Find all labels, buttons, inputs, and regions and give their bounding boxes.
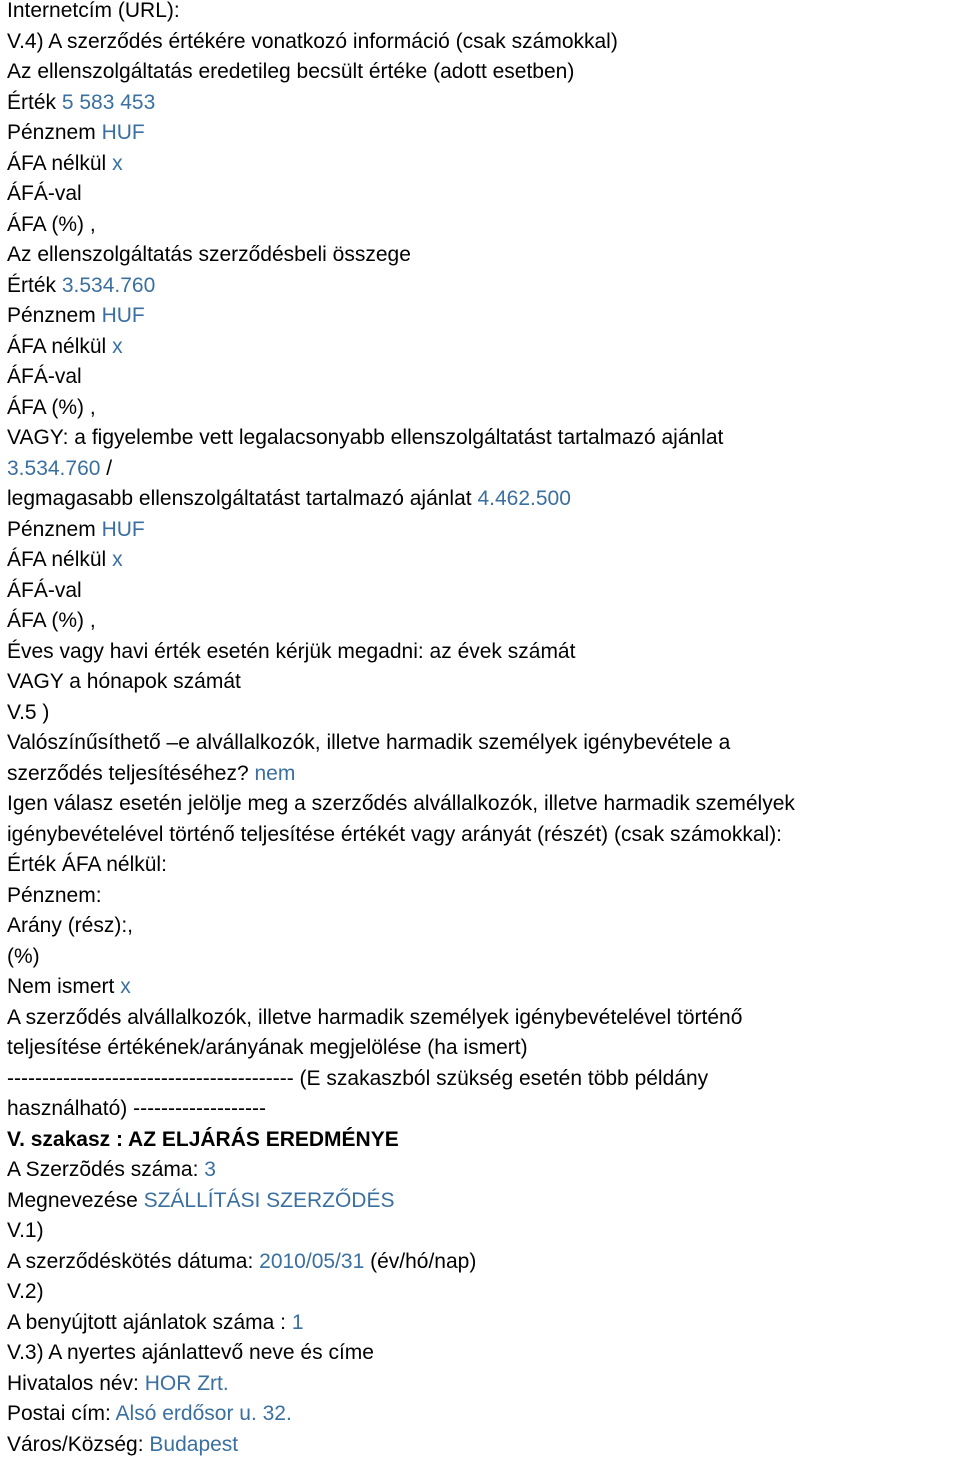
text-line [7,27,960,58]
text-line [7,1003,960,1034]
field-value: 1 [291,1310,304,1334]
field-value: nem [254,761,296,785]
field-value: 3.534.760 [61,273,156,297]
text-line [7,1186,960,1217]
text-line [7,301,960,332]
text-segment: Valószínűsíthető –e alvállalkozók, illetve harmadik személyek igénybevétele a [7,731,731,754]
text-segment: V. [7,1219,25,1242]
text-line [7,1430,960,1461]
text-segment: igénybevételével történő teljesítése értékét vagy arányát (részét) (csak számokkal): [7,822,783,846]
field-value: 3 [204,1158,216,1181]
text-line [7,698,960,729]
text-line [7,911,960,942]
field-value: HOR Zrt. [144,1371,229,1395]
field-value: x [112,151,123,175]
text-segment: ÁFA nélkül [7,548,113,571]
text-line [7,1033,960,1064]
text-segment: / [100,456,113,480]
text-segment: V. [7,1280,25,1303]
text-segment: Pénznem [7,121,102,144]
text-segment: VAGY: a figyelembe vett legalacsonyabb ellenszolgáltatást tartalmazó ajánlat [7,426,724,449]
text-line [7,1277,960,1308]
text-line [7,667,960,698]
text-line [7,606,960,637]
field-value: x [112,548,123,571]
field-value: x [120,975,131,998]
text-line [7,1094,960,1125]
text-line [7,881,960,912]
text-segment: ÁFÁ-val [7,365,82,388]
text-segment: teljesítése értékének/arányának megjelölése (ha ismert) [7,1036,528,1059]
text-line [7,240,960,271]
text-segment: V. [7,700,25,724]
text-line [7,423,960,454]
field-value: 5 583 453 [61,90,156,114]
text-line [7,1338,960,1369]
text-line [7,545,960,576]
text-line [7,789,960,820]
text-segment: használható) ------------------- [7,1097,266,1120]
text-line [7,484,960,515]
text-line [7,820,960,851]
text-line [7,972,960,1003]
text-segment: 5 ) [24,700,50,724]
field-value: Budapest [149,1432,239,1456]
text-segment: Az ellenszolgáltatás szerződésbeli összege [7,243,411,266]
text-segment: ÁFA (%) , [7,212,96,236]
text-segment: (év/hó/nap) [364,1249,477,1273]
text-line [7,1064,960,1095]
text-segment: ÁFA (%) , [7,395,96,419]
text-line [7,728,960,759]
text-line [7,1216,960,1247]
text-segment: Postai cím: [7,1402,116,1425]
text-line [7,332,960,363]
text-line [7,942,960,973]
text-line [7,454,960,485]
text-segment: ÁFÁ-val [7,578,82,602]
text-line [7,576,960,607]
text-line [7,210,960,241]
text-line [7,1155,960,1186]
text-segment: 2) [24,1280,44,1303]
text-segment: 4) A szerződés értékére vonatkozó információ (csak számokkal) [24,29,618,53]
text-segment: A szerződés alvállalkozók, illetve harmadik személyek igénybevételével történő [7,1005,743,1029]
text-segment: ÁFÁ-val [7,182,82,205]
field-value: 4.462.500 [477,487,571,510]
text-segment: szerződés teljesítéséhez? [7,761,255,785]
text-segment: 1) [24,1219,44,1242]
text-line [7,149,960,180]
section-heading: V. szakasz : AZ ELJÁRÁS EREDMÉNYE [7,1127,399,1151]
field-value: Alsó erdősor u. 32. [115,1402,292,1425]
text-segment: Érték [7,273,62,297]
text-segment: Pénznem [7,304,102,327]
text-line [7,850,960,881]
text-segment: Város/Község: [7,1432,150,1456]
text-segment: A benyújtott ajánlatok száma : [7,1310,292,1334]
field-value: SZÁLLÍTÁSI SZERZŐDÉS [143,1188,395,1212]
text-segment: VAGY a hónapok számát [7,670,241,693]
field-value: HUF [101,517,145,541]
text-line [7,118,960,149]
text-segment: Hivatalos név: [7,1371,145,1395]
text-line [7,0,960,27]
text-segment: 3) A nyertes ajánlattevő neve és címe [24,1341,374,1364]
text-segment: Igen válasz esetén jelölje meg a szerződés alvállalkozók, illetve harmadik személyek [7,792,795,815]
text-segment: Éves vagy havi érték esetén kérjük megadni: az évek számát [7,639,576,663]
text-segment: Megnevezése [7,1188,144,1212]
text-line [7,179,960,210]
text-segment: A szerződéskötés dátuma: [7,1249,260,1273]
text-segment: Nem ismert [7,975,121,998]
text-segment: A Szerzõdés száma: [7,1158,205,1181]
text-segment: ÁFA nélkül [7,151,113,175]
text-line [7,1399,960,1430]
text-segment: V. [7,1341,25,1364]
text-line [7,1308,960,1339]
text-line [7,759,960,790]
text-line [7,1125,960,1156]
field-value: x [112,334,123,358]
text-segment: Internetcím (URL): [7,0,180,22]
text-segment: Érték ÁFA nélkül: [7,853,167,876]
text-segment: Pénznem [7,517,102,541]
text-line [7,637,960,668]
text-segment: (%) [7,944,40,968]
text-segment: V. [7,29,25,53]
text-segment: legmagasabb ellenszolgáltatást tartalmazó ajánlat [7,487,478,510]
text-segment: ÁFA (%) , [7,609,96,632]
text-line [7,57,960,88]
field-value: HUF [101,121,145,144]
field-value: 2010/05/31 [259,1249,365,1273]
text-line [7,1247,960,1278]
field-value: 3.534.760 [7,456,101,480]
text-line [7,1369,960,1400]
text-line [7,393,960,424]
text-line [7,515,960,546]
text-line [7,88,960,119]
text-segment: ----------------------------------------- (E szakaszból szükség esetén több példány [7,1066,709,1090]
text-line [7,271,960,302]
field-value: HUF [101,304,145,327]
text-segment: ÁFA nélkül [7,334,113,358]
text-line [7,362,960,393]
text-segment: Arány (rész):, [7,914,134,937]
text-segment: Az ellenszolgáltatás eredetileg becsült értéke (adott esetben) [7,60,575,83]
text-segment: Pénznem: [7,883,102,907]
text-segment: Érték [7,90,62,114]
